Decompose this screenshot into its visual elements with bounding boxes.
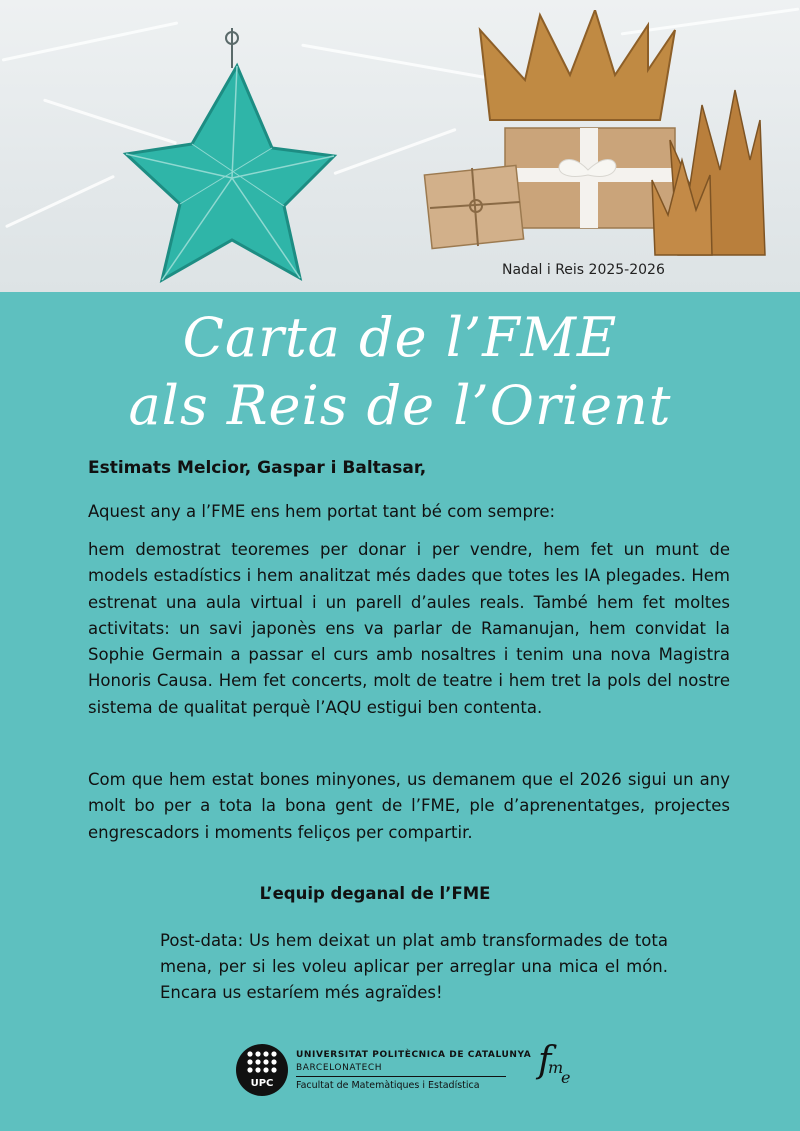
body-paragraph-1: hem demostrat teoremes per donar i per vendre, hem fet un munt de models estadístics i hem analitzat més dades que totes les IA plegades. Hem estrenat una aula virtual i un parell d’aules reals. També hem fet moltes activitats: un savi japonès ens va parlar de Ramanujan, hem convidat la Sophie Germain a passar el curs amb nosaltres i tenim una nova Magistra Honoris Causa. Hem fet concerts, molt de teatre i hem tret la pols del nostre sistema de qualitat perquè l’AQU estigui ben contenta. <box>88 540 730 717</box>
title-line-1: Carta de l’FME <box>182 306 618 369</box>
footer-divider <box>296 1076 506 1077</box>
barcelonatech-label: BARCELONATECH <box>296 1063 383 1073</box>
intro-line: Aquest any a l’FME ens hem portat tant bé com sempre: <box>88 502 556 521</box>
postscript: Post-data: Us hem deixat un plat amb transformades de tota mena, per si les voleu aplicar per arreglar una mica el món. Encara us estaríem més agraïdes! <box>160 931 668 1002</box>
upc-dots-icon <box>246 1050 278 1076</box>
greeting: Estimats Melcior, Gaspar i Baltasar, <box>88 458 427 478</box>
signature: L’equip deganal de l’FME <box>259 884 491 903</box>
crowns-and-gifts-icon <box>420 10 780 260</box>
header-photo <box>0 0 800 292</box>
body-paragraph-2: Com que hem estat bones minyones, us demanem que el 2026 sigui un any molt bo per a tota la bona gent de l’FME, ple d’aprenentatges, projectes engrescadors i moments feliços per compartir. <box>88 770 730 842</box>
university-name: UNIVERSITAT POLITÈCNICA DE CATALUNYA <box>296 1050 532 1060</box>
upc-logo-icon <box>236 1044 288 1096</box>
title-line-2: als Reis de l’Orient <box>128 374 672 437</box>
faculty-name: Facultat de Matemàtiques i Estadística <box>296 1080 480 1091</box>
star-ornament-icon <box>112 28 342 288</box>
footer-logos <box>236 1040 596 1096</box>
header-caption: Nadal i Reis 2025-2026 <box>502 262 665 278</box>
fme-logo-icon: f m e <box>538 1040 571 1087</box>
upc-logo-text: UPC <box>250 1078 274 1089</box>
letter-title <box>0 304 800 440</box>
